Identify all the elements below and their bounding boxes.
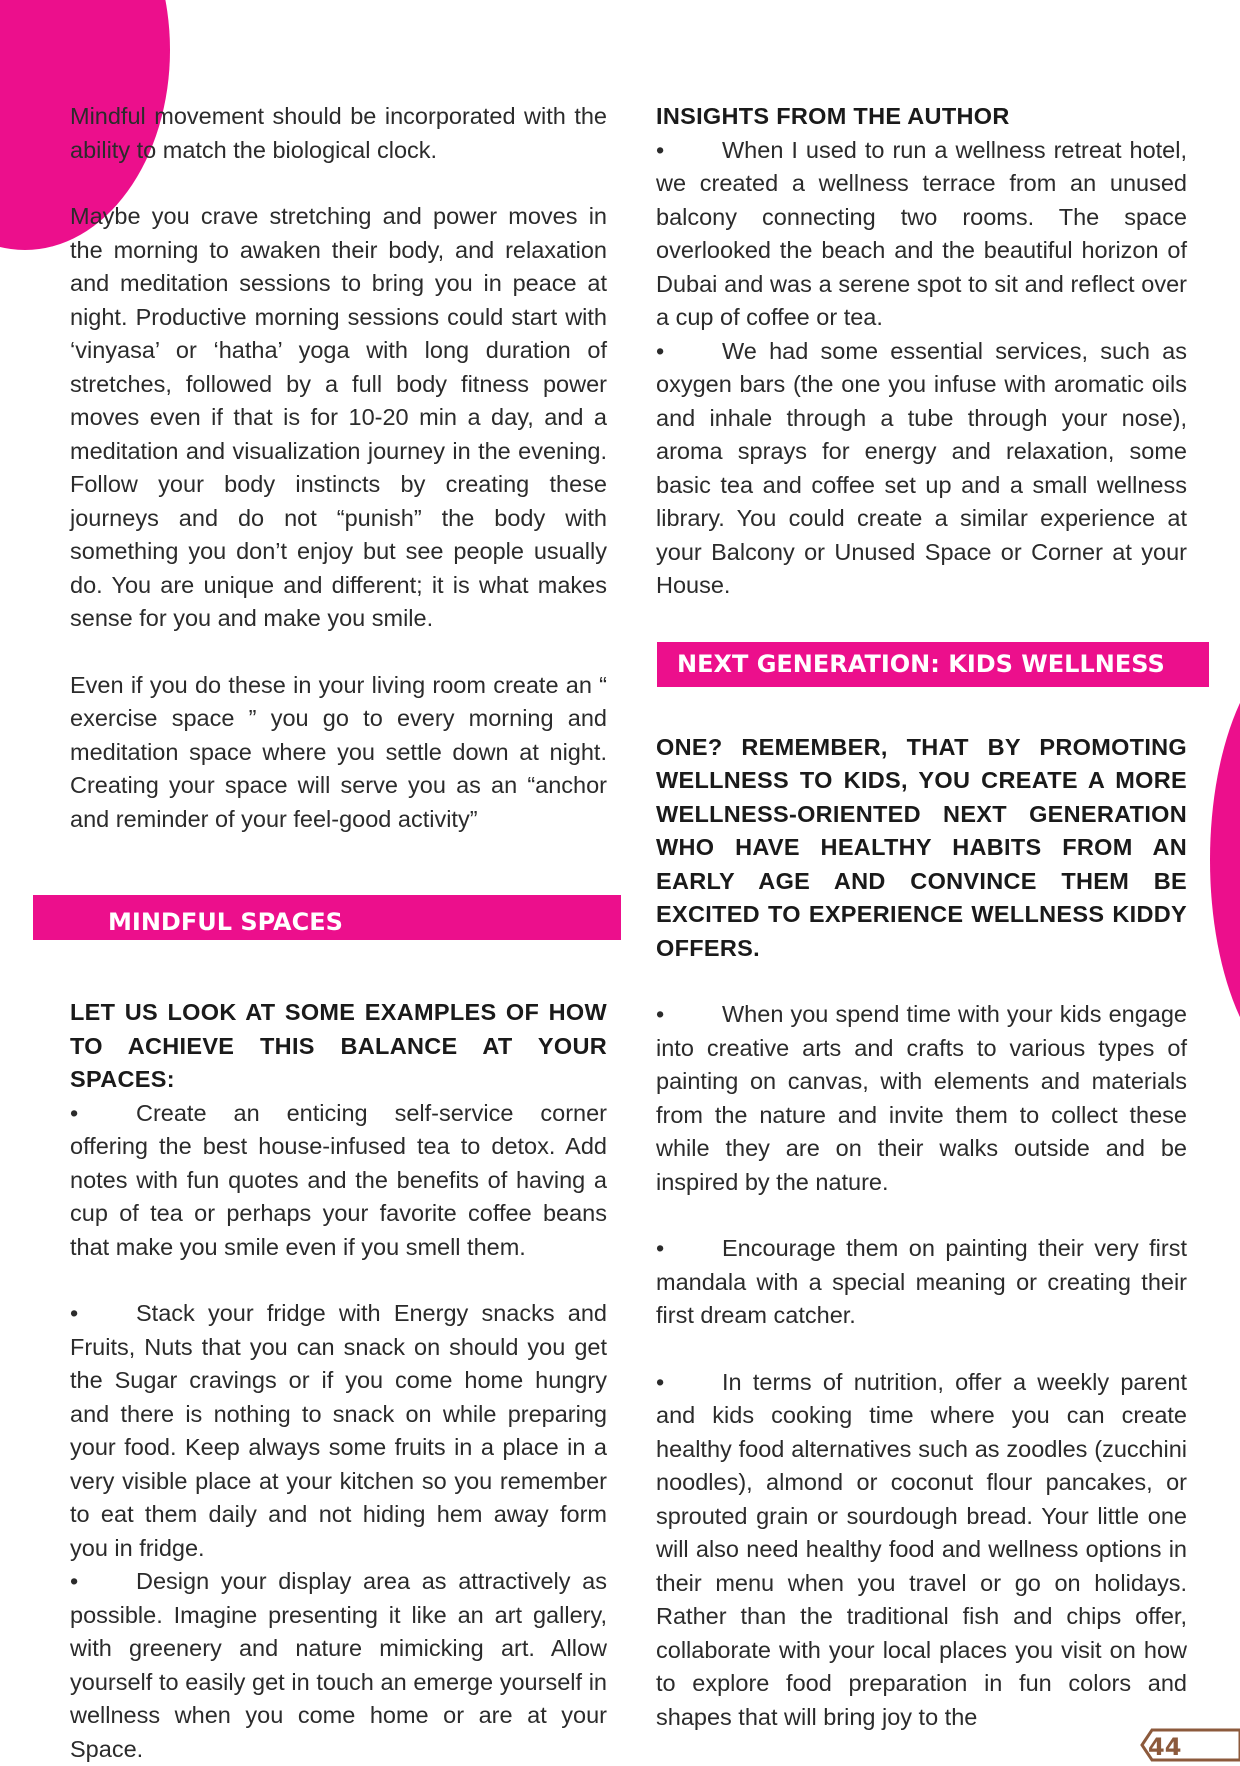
bullet-icon: • bbox=[656, 136, 665, 163]
bullet-icon: • bbox=[70, 1568, 79, 1594]
kids-wellness-banner: NEXT GENERATION: KIDS WELLNESS bbox=[657, 642, 1209, 687]
bullet-item: • Stack your fridge with Energy snacks and Fruits, Nuts that you can snack on should you get the Sugar cravings or if you come home hungry and there is nothing to snack on while preparing your food. Keep always some fruits in a place in a very visible place at your kitchen so you remember to eat them daily and not hiding hem away form you in fridge. bbox=[70, 1297, 607, 1565]
paragraph: Maybe you crave stretching and power moves in the morning to awaken their body, and relaxation and meditation sessions to bring you in peace at night. Productive morning sessions could start with ‘vinyasa’ or ‘hatha’ yoga with long duration of stretches, followed by a full body fitness power moves even if that is for 10-20 min a day, and a meditation and visualization journey in the evening. Follow your body instincts by creating these journeys and do not “punish” the body with something you don’t enjoy but see people usually do. You are unique and different; it is what makes sense for you and make you smile. bbox=[70, 203, 607, 631]
bullet-icon: • bbox=[70, 1099, 79, 1126]
bullet-item: • In terms of nutrition, offer a weekly parent and kids cooking time where you can create healthy food alternatives such as zoodles (zucchini noodles), almond or coconut flour pancakes, or sprouted grain or sourdough bread. Your little one will also need healthy food and wellness options in their menu when you travel or go on holidays. Rather than the traditional fish and chips offer, collaborate with your local places you visit on how to explore food preparation in fun colors and shapes that will bring joy to the bbox=[656, 1366, 1187, 1735]
paragraph: Mindful movement should be incorporated with the ability to match the biological clock. bbox=[70, 103, 607, 163]
bullet-item: • When you spend time with your kids engage into creative arts and crafts to various types of painting on canvas, with elements and materials from the nature and invite them to collect these while they are on their walks outside and be inspired by the nature. bbox=[656, 998, 1187, 1199]
bullet-icon: • bbox=[656, 1368, 665, 1395]
section-heading: LET US LOOK AT SOME EXAMPLES OF HOW TO ACHIEVE THIS BALANCE AT YOUR SPACES: bbox=[70, 999, 607, 1092]
bullet-item: • Encourage them on painting their very first mandala with a special meaning or creating their first dream catcher. bbox=[656, 1232, 1187, 1333]
bullet-icon: • bbox=[70, 1300, 79, 1326]
bullet-icon: • bbox=[656, 1235, 665, 1261]
bullet-icon: • bbox=[656, 337, 665, 364]
bullet-item: • We had some essential services, such as oxygen bars (the one you infuse with aromatic oils and inhale through a tube through your nose), aroma sprays for energy and relaxation, some basic tea and coffee set up and a small wellness library. You could create a similar experience at your Balcony or Unused Space or Corner at your House. bbox=[656, 335, 1187, 603]
paragraph: Even if you do these in your living room create an “ exercise space ” you go to every morning and meditation space where you settle down at night. Creating your space will serve you as an “anchor and reminder of your feel-good activity” bbox=[70, 671, 607, 832]
right-column bbox=[656, 100, 1187, 1734]
bullet-item: • When I used to run a wellness retreat hotel, we created a wellness terrace from an unused balcony connecting two rooms. The space overlooked the beach and the beautiful horizon of Dubai and was a serene spot to sit and reflect over a cup of coffee or tea. bbox=[656, 134, 1187, 335]
kids-heading: ONE? REMEMBER, THAT BY PROMOTING WELLNESS TO KIDS, YOU CREATE A MORE WELLNESS-ORIENTED NEXT GENERATION WHO HAVE HEALTHY HABITS FROM AN EARLY AGE AND CONVINCE THEM BE EXCITED TO EXPERIENCE WELLNESS KIDDY OFFERS. bbox=[656, 733, 1187, 961]
bullet-item: • Create an enticing self-service corner offering the best house-infused tea to detox. Add notes with fun quotes and the benefits of having a cup of tea or perhaps your favorite coffee beans that make you smile even if you smell them. bbox=[70, 1097, 607, 1265]
bullet-icon: • bbox=[656, 1001, 665, 1027]
mindful-spaces-banner: MINDFUL SPACES bbox=[33, 895, 621, 940]
bullet-item: • Design your display area as attractively as possible. Imagine presenting it like an art gallery, with greenery and nature mimicking art. Allow yourself to easily get in touch an emerge yourself in wellness when you come home or are at your Space. bbox=[70, 1565, 607, 1766]
page-number: 44 bbox=[1148, 1733, 1182, 1761]
side-accent-shape bbox=[1210, 640, 1240, 1080]
section-heading: INSIGHTS FROM THE AUTHOR bbox=[656, 103, 1010, 129]
